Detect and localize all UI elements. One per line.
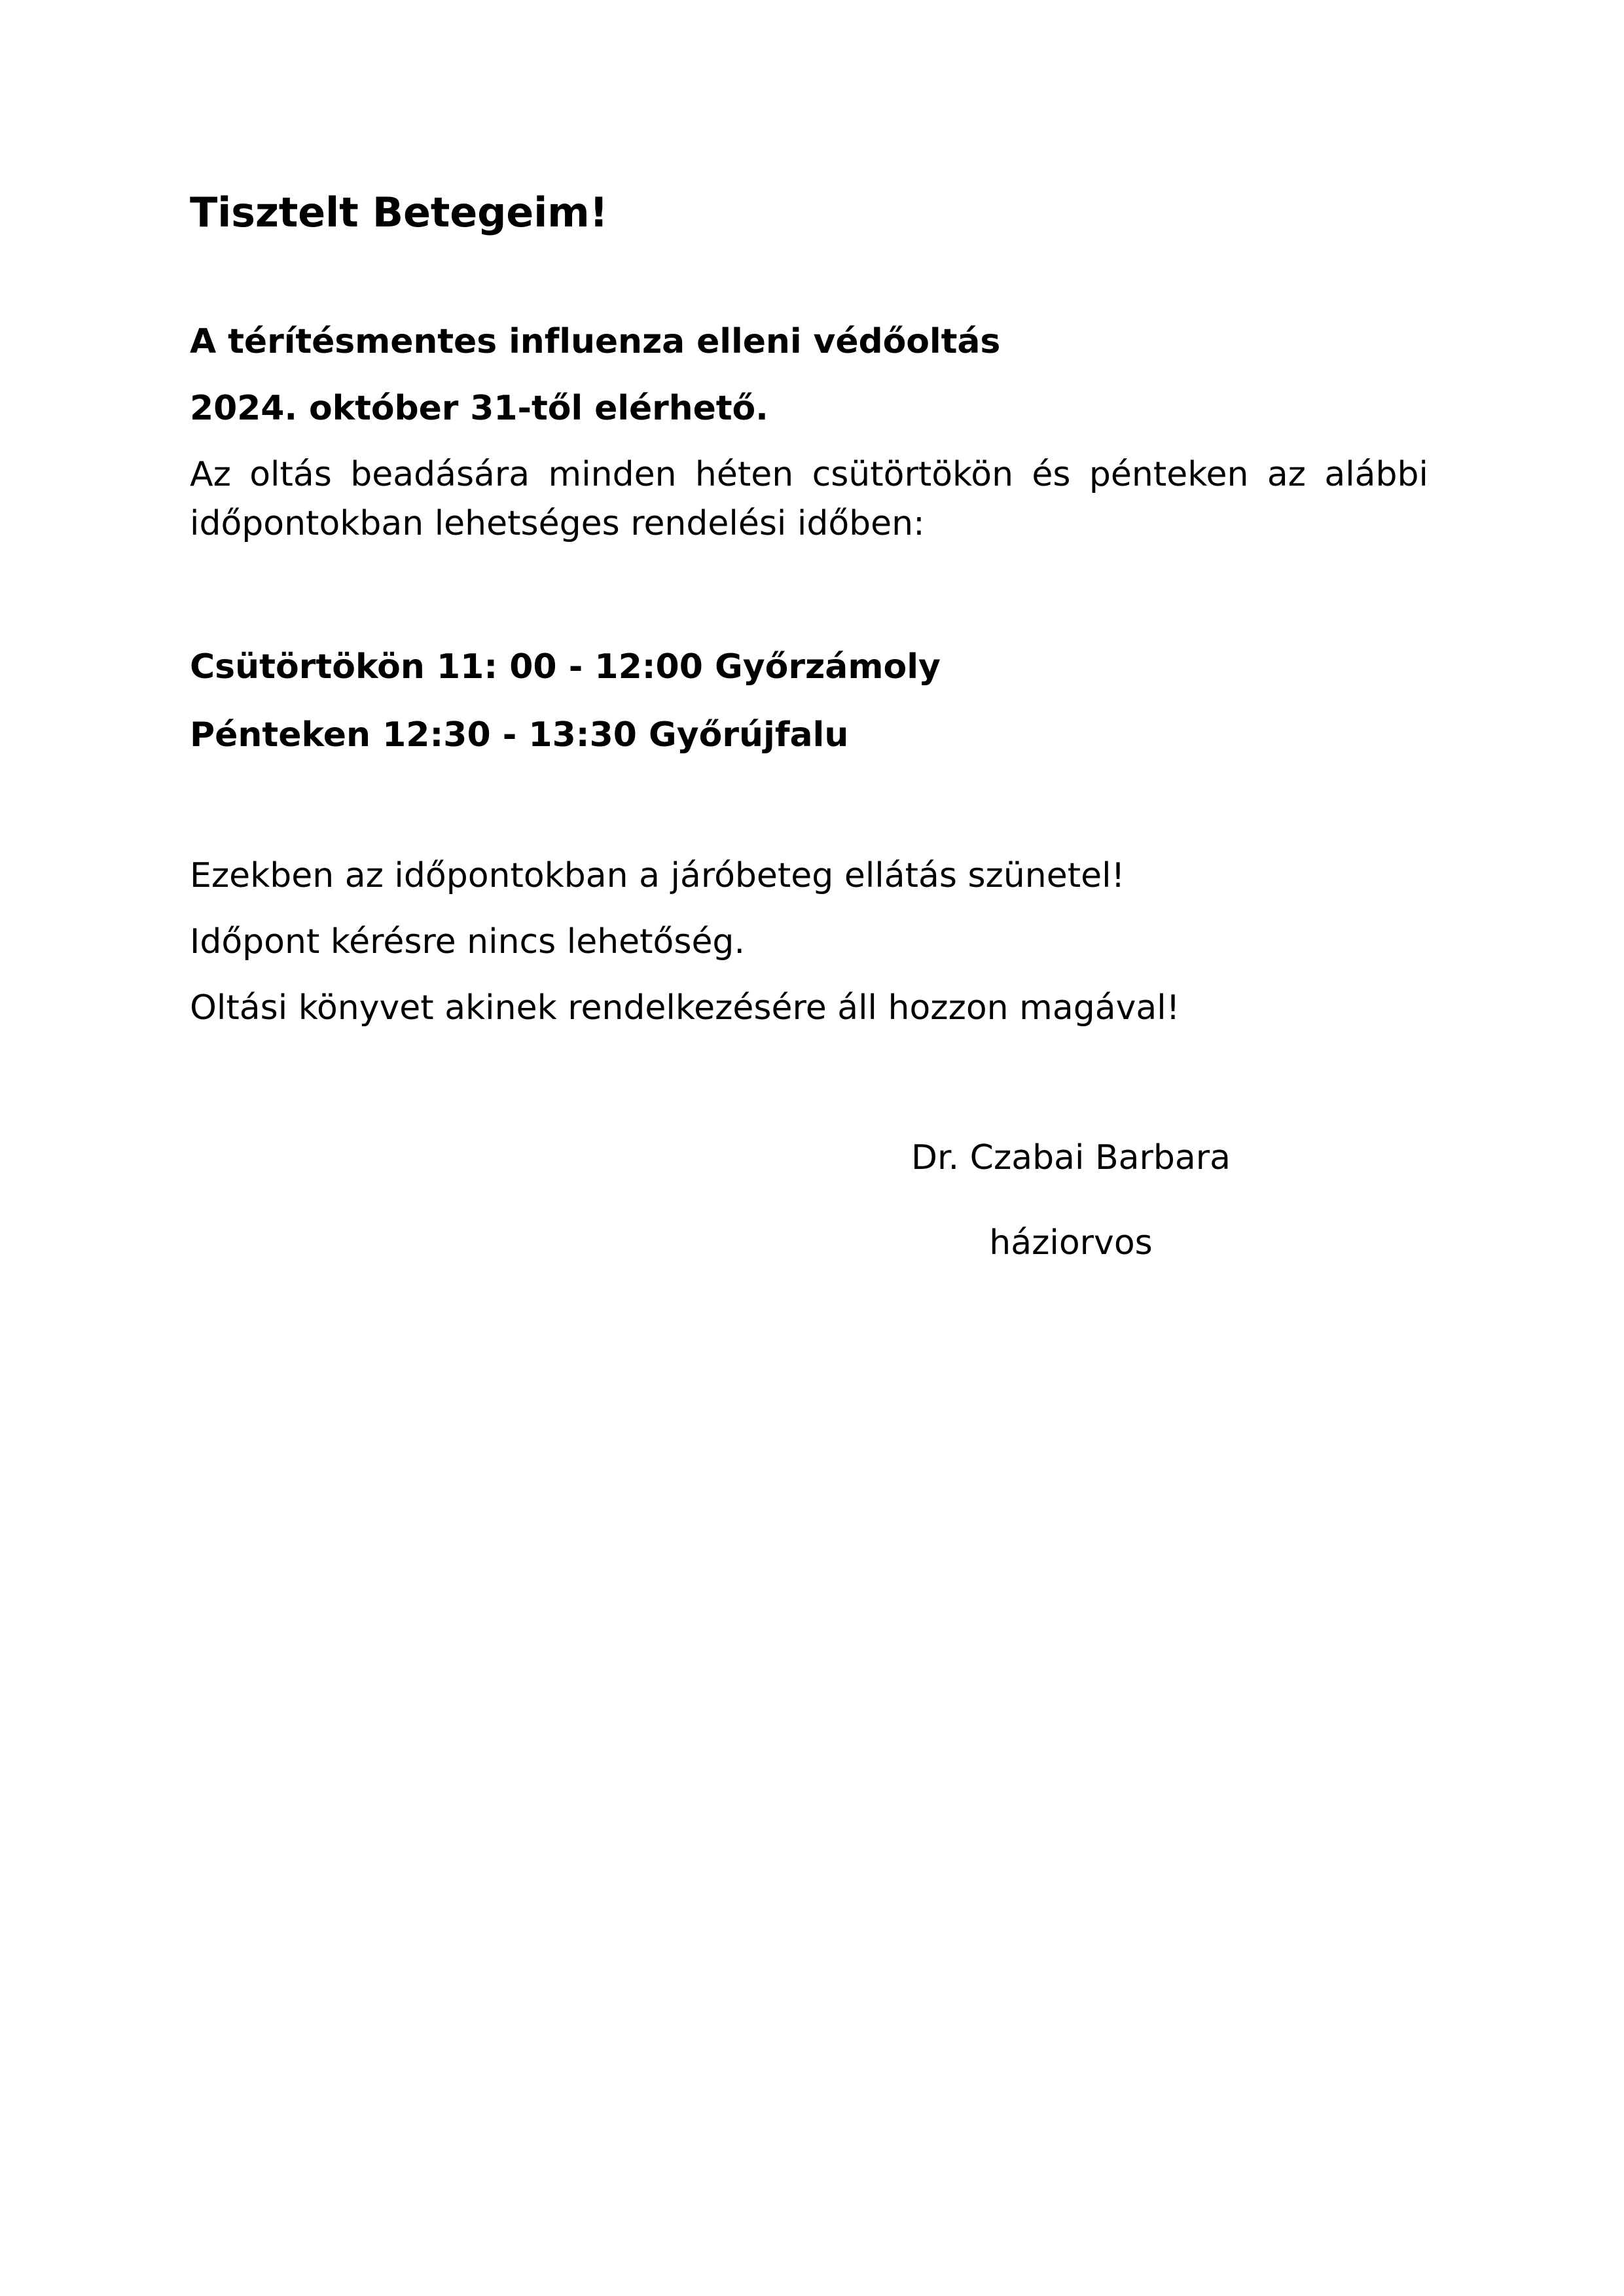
- spacer-after-schedule: [190, 757, 1428, 834]
- notice-bring-vaccination-book: Oltási könyvet akinek rendelkezésére áll hozzon magával!: [190, 988, 1180, 1028]
- schedule-friday: Pénteken 12:30 - 13:30 Győrújfalu: [190, 715, 849, 755]
- intro-paragraph: Az oltás beadására minden héten csütörtökön és pénteken az alábbi időpontokban lehetséges rendelési időben:: [190, 455, 1428, 544]
- spacer-before-schedule: [190, 548, 1428, 645]
- page-title: Tisztelt Betegeim!: [190, 188, 608, 236]
- signature-role: háziorvos: [989, 1223, 1153, 1263]
- signature-name: Dr. Czabai Barbara: [911, 1138, 1231, 1177]
- announcement-line-2: 2024. október 31-től elérhető.: [190, 388, 768, 428]
- schedule-thursday: Csütörtökön 11: 00 - 12:00 Győrzámoly: [190, 647, 941, 687]
- notice-no-appointments: Időpont kérésre nincs lehetőség.: [190, 922, 745, 962]
- document-body: [190, 188, 1428, 1265]
- announcement-line-1: A térítésmentes influenza elleni védőoltás: [190, 322, 1001, 362]
- spacer-after-title: [190, 236, 1428, 320]
- signature-block: [190, 1136, 1428, 1265]
- notice-outpatient-suspended: Ezekben az időpontokban a járóbeteg ellátás szünetel!: [190, 856, 1125, 896]
